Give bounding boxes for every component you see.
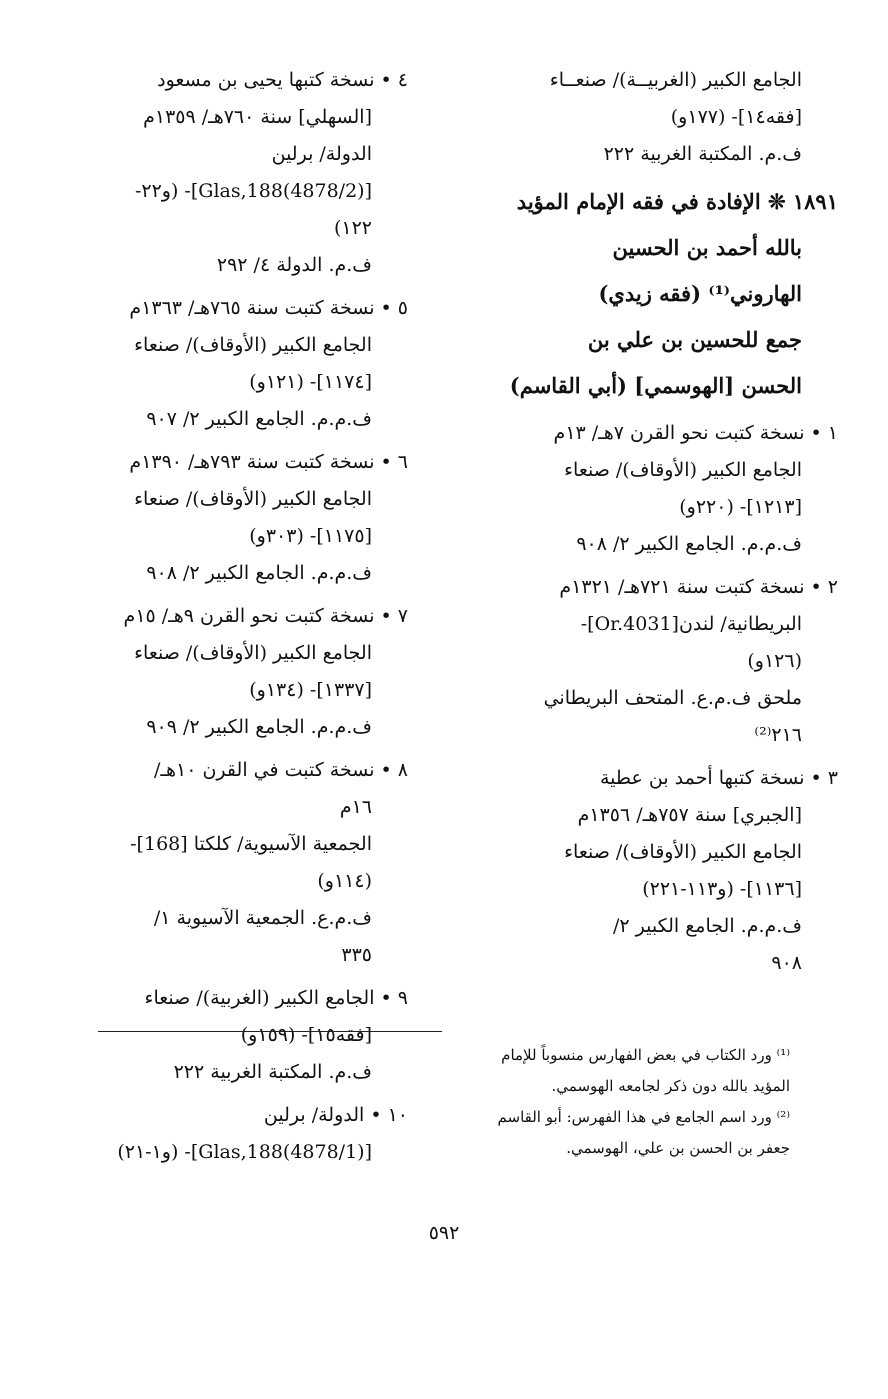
footnote <box>445 1040 790 1102</box>
entry-line: [١٣٣٧]- (١٣٤و) <box>249 679 372 701</box>
left-entry <box>48 290 408 438</box>
left-entry <box>48 444 408 592</box>
left-entry <box>48 980 408 1091</box>
entry-line: ١٠ • الدولة/ برلين <box>263 1104 408 1126</box>
entry-line: ٣٣٥ <box>341 944 372 966</box>
right-entry <box>438 415 838 563</box>
entry-line: [١١٧٤]- (١٢١و) <box>249 371 372 393</box>
left-column <box>48 62 408 1177</box>
entry-line: ف.م.م. الجامع الكبير ٢/ ٩٠٨ <box>576 533 802 555</box>
entry-line: البريطانية/ لندن[Or.4031]- <box>580 613 802 635</box>
left-entry <box>48 62 408 284</box>
entry-line: الجامع الكبير (الأوقاف)/ صنعاء <box>564 841 802 863</box>
entry-line: ٩ • الجامع الكبير (الغربية)/ صنعاء <box>144 987 408 1009</box>
footnote-line: ⁽¹⁾ ورد الكتاب في بعض الفهارس منسوباً للإمام <box>501 1046 790 1064</box>
entry-heading-line: جمع للحسين بن علي بن <box>587 327 802 352</box>
entry-line: ٤ • نسخة كتبها يحيى بن مسعود <box>157 69 408 91</box>
entry-line: ف.م. المكتبة الغربية ٢٢٢ <box>603 143 802 165</box>
entry-line: ١٢٢) <box>333 217 372 239</box>
entry-line: [الجبري] سنة ٧٥٧هـ/ ١٣٥٦م <box>577 804 802 826</box>
footnote-divider <box>98 1031 442 1032</box>
entry-line: [١١٧٥]- (٣٠٣و) <box>249 525 372 547</box>
right-column <box>438 62 838 988</box>
entry-line: ف.م.م. الجامع الكبير ٢/ ٩٠٧ <box>146 408 372 430</box>
entry-line: ٦ • نسخة كتبت سنة ٧٩٣هـ/ ١٣٩٠م <box>129 451 408 473</box>
entry-line: ٩٠٨ <box>771 952 802 974</box>
entry-line: [فقه١٥]- (١٥٩و) <box>240 1024 372 1046</box>
entry-line: [فقه١٤]- (١٧٧و) <box>670 106 802 128</box>
entry-line: [Glas,188(4878/2)]- (و٢٢- <box>134 180 372 202</box>
entry-line: [١٢١٣]- (٢٢٠و) <box>679 496 802 518</box>
entry-line: الجامع الكبير (الأوقاف)/ صنعاء <box>134 334 372 356</box>
footnote-line: جعفر بن الحسن بن علي، الهوسمي. <box>566 1139 790 1157</box>
entry-line: [١١٣٦]- (و١١٣-٢٢١) <box>642 878 802 900</box>
entry-line: الجامع الكبير (الغربيــة)/ صنعــاء <box>549 69 802 91</box>
entry-line: ف.م.م. الجامع الكبير ٢/ <box>612 915 802 937</box>
entry-line: ١٦م <box>339 796 372 818</box>
entry-line: الجامع الكبير (الأوقاف)/ صنعاء <box>564 459 802 481</box>
entry-line: الجمعية الآسيوية/ كلكتا [168]- <box>130 833 372 855</box>
entry-line: ٢ • نسخة كتبت سنة ٧٢١هـ/ ١٣٢١م <box>559 576 838 598</box>
entry-heading-line: الحسن [الهوسمي] (أبي القاسم) <box>509 373 802 398</box>
footnote-line: ⁽²⁾ ورد اسم الجامع في هذا الفهرس: أبو القاسم <box>497 1108 790 1126</box>
right-entry <box>438 569 838 754</box>
footnote-line: المؤيد بالله دون ذكر لجامعه الهوسمي. <box>551 1077 790 1095</box>
entry-line: (١٢٦و) <box>747 650 802 672</box>
entry-heading-line: بالله أحمد بن الحسين <box>612 235 802 260</box>
entry-line: ف.م.ع. الجمعية الآسيوية ١/ <box>153 907 372 929</box>
entry-line: ٢١٦⁽²⁾ <box>754 724 802 746</box>
right-entry <box>438 760 838 982</box>
entry-line: ف.م. المكتبة الغربية ٢٢٢ <box>173 1061 372 1083</box>
entry-line: ف.م.م. الجامع الكبير ٢/ ٩٠٩ <box>146 716 372 738</box>
footnote <box>445 1102 790 1164</box>
entry-heading-line: ١٨٩١ ❊ الإفادة في فقه الإمام المؤيد <box>516 189 838 214</box>
entry-line: الجامع الكبير (الأوقاف)/ صنعاء <box>134 488 372 510</box>
entry-line: ف.م.م. الجامع الكبير ٢/ ٩٠٨ <box>146 562 372 584</box>
entry-line: ٥ • نسخة كتبت سنة ٧٦٥هـ/ ١٣٦٣م <box>129 297 408 319</box>
page-number: ٥٩٢ <box>428 1222 460 1244</box>
left-entry <box>48 598 408 746</box>
entry-line: الجامع الكبير (الأوقاف)/ صنعاء <box>134 642 372 664</box>
entry-line: [Glas,188(4878/1)]- (و١-٢١) <box>117 1141 372 1163</box>
left-entry <box>48 752 408 974</box>
entry-line: [السهلي] سنة ٧٦٠هـ/ ١٣٥٩م <box>143 106 372 128</box>
right-entry <box>438 62 838 173</box>
entry-line: (١١٤و) <box>317 870 372 892</box>
right-entry <box>438 179 838 409</box>
entry-heading-line: الهاروني⁽¹⁾ (فقه زيدي) <box>598 281 802 306</box>
entry-line: ملحق ف.م.ع. المتحف البريطاني <box>543 687 802 709</box>
entry-line: ف.م. الدولة ٤/ ٢٩٢ <box>216 254 372 276</box>
entry-line: ٣ • نسخة كتبها أحمد بن عطية <box>600 767 838 789</box>
entry-line: الدولة/ برلين <box>271 143 372 165</box>
entry-line: ٨ • نسخة كتبت في القرن ١٠هـ/ <box>154 759 408 781</box>
left-entry <box>48 1097 408 1171</box>
footnotes <box>445 1040 790 1164</box>
entry-line: ٧ • نسخة كتبت نحو القرن ٩هـ/ ١٥م <box>123 605 408 627</box>
entry-line: ١ • نسخة كتبت نحو القرن ٧هـ/ ١٣م <box>553 422 838 444</box>
